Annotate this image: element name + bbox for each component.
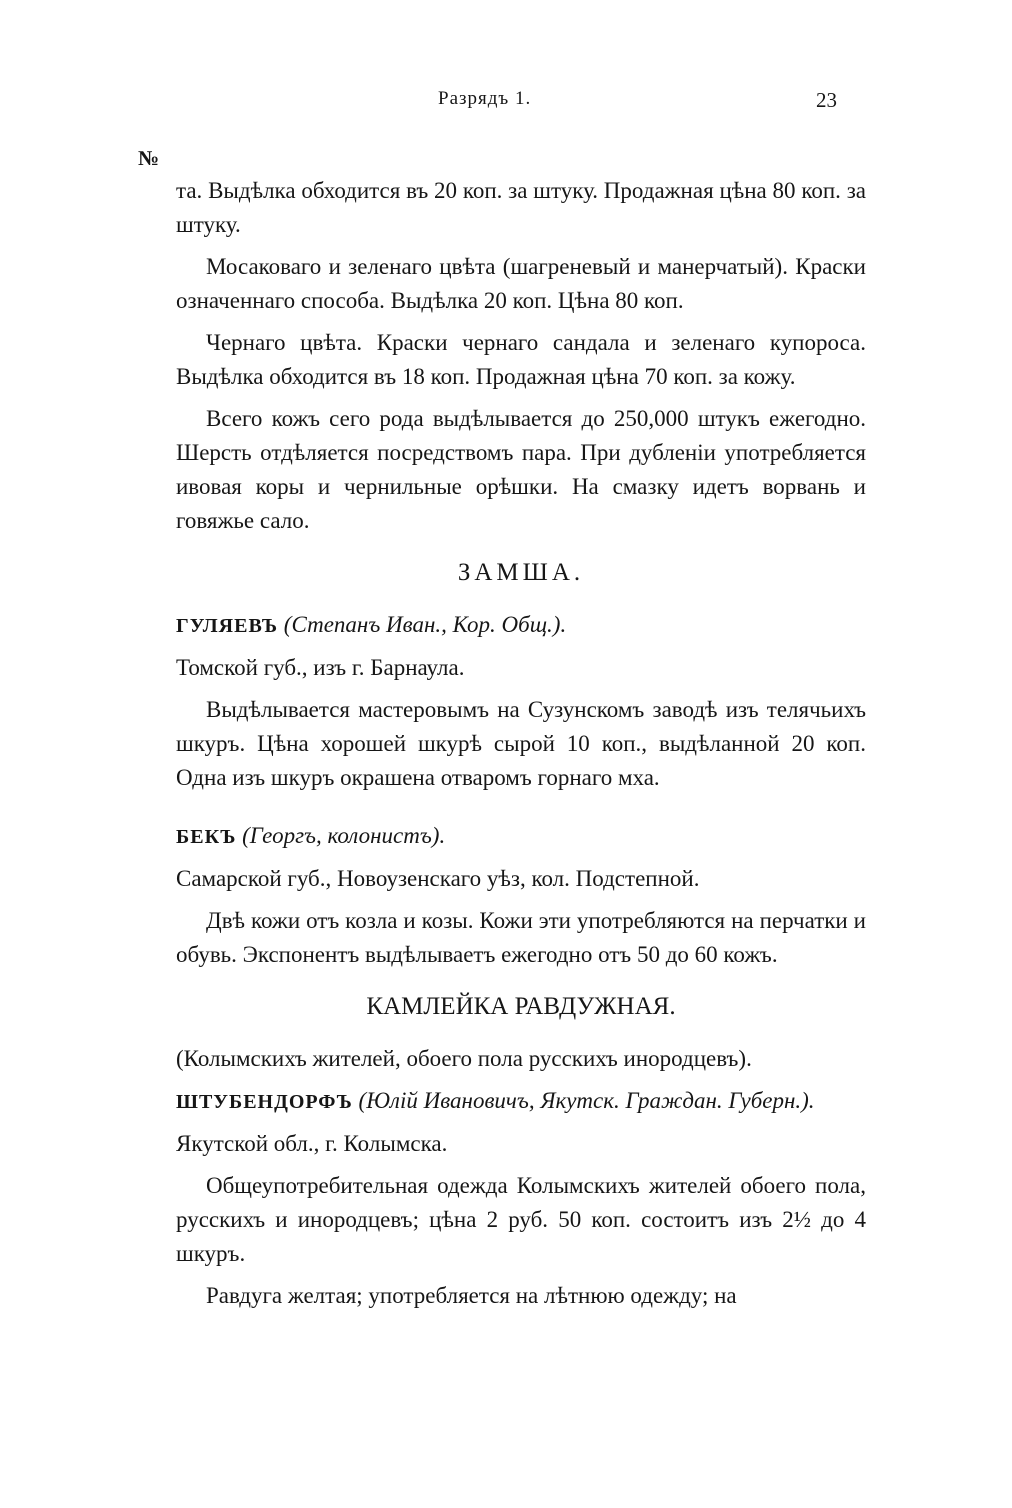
exhibitor-detail: (Юлій Ивановичъ, Якутск. Граждан. Губерн.). (358, 1088, 815, 1113)
exhibitor-description: Двѣ кожи отъ козла и козы. Кожи эти употребляются на перчатки и обувь. Экспонентъ выдѣлываетъ ежегодно отъ 50 до 60 кожъ. (176, 908, 866, 967)
exhibitor-description-continued: Равдуга желтая; употребляется на лѣтнюю одежду; на (206, 1283, 737, 1308)
intro-paragraph-3: Чернаго цвѣта. Краски чернаго сандала и зеленаго купороса. Выдѣлка обходится въ 18 коп. Продажная цѣна 70 коп. за кожу. (176, 330, 866, 389)
exhibitor-description: Выдѣлывается мастеровымъ на Сузунскомъ заводѣ изъ телячьихъ шкуръ. Цѣна хорошей шкурѣ сырой 10 коп., выдѣланной 20 коп. Одна изъ шкуръ окрашена отваромъ горнаго мха. (176, 697, 866, 790)
exhibitor-location: Якутской обл., г. Колымска. (176, 1131, 448, 1156)
running-title: Разрядъ 1. (438, 88, 532, 109)
exhibitor-name: ГУЛЯЕВЪ (176, 615, 279, 637)
exhibitor-name: ШТУБЕНДОРФЪ (176, 1091, 353, 1113)
exhibitor-location: Самарской губ., Новоузенскаго уѣз, кол. Подстепной. (176, 866, 700, 891)
section-subheading: (Колымскихъ жителей, обоего пола русскихъ инородцевъ). (176, 1046, 752, 1071)
running-head (0, 88, 1012, 118)
exhibitor-detail: (Степанъ Иван., Кор. Общ.). (283, 612, 567, 637)
number-mark: № (138, 146, 160, 170)
section-heading-kamleika: КАМЛЕЙКА РАВДУЖНАЯ. (366, 993, 676, 1020)
exhibitor-line (176, 608, 866, 643)
spacer (176, 803, 866, 819)
exhibitor-description: Общеупотребительная одежда Колымскихъ жителей обоего пола, русскихъ и инородцевъ; цѣна 2 руб. 50 коп. состоитъ изъ 2½ до 4 шкуръ. (176, 1173, 866, 1266)
exhibitor-detail: (Георгъ, колонистъ). (242, 823, 446, 848)
exhibitor-name: БЕКЪ (176, 826, 237, 848)
intro-paragraph-4: Всего кожъ сего рода выдѣлывается до 250,000 штукъ ежегодно. Шерсть отдѣляется посредствомъ пара. При дубленіи употребляется ивовая коры и чернильные орѣшки. На смазку идетъ ворвань и говяжье сало. (176, 406, 866, 533)
intro-paragraph-2: Мосаковаго и зеленаго цвѣта (шагреневый и манерчатый). Краски означеннаго способа. Выдѣлка 20 коп. Цѣна 80 коп. (176, 254, 866, 313)
section-heading-zamsha: ЗАМША. (457, 559, 585, 586)
body-text (176, 174, 866, 1321)
page-number: 23 (816, 88, 837, 112)
exhibitor-location: Томской губ., изъ г. Барнаула. (176, 655, 465, 680)
exhibitor-line (176, 819, 866, 854)
intro-paragraph-1: та. Выдѣлка обходится въ 20 коп. за штуку. Продажная цѣна 80 коп. за штуку. (176, 178, 866, 237)
exhibitor-line (176, 1084, 866, 1119)
